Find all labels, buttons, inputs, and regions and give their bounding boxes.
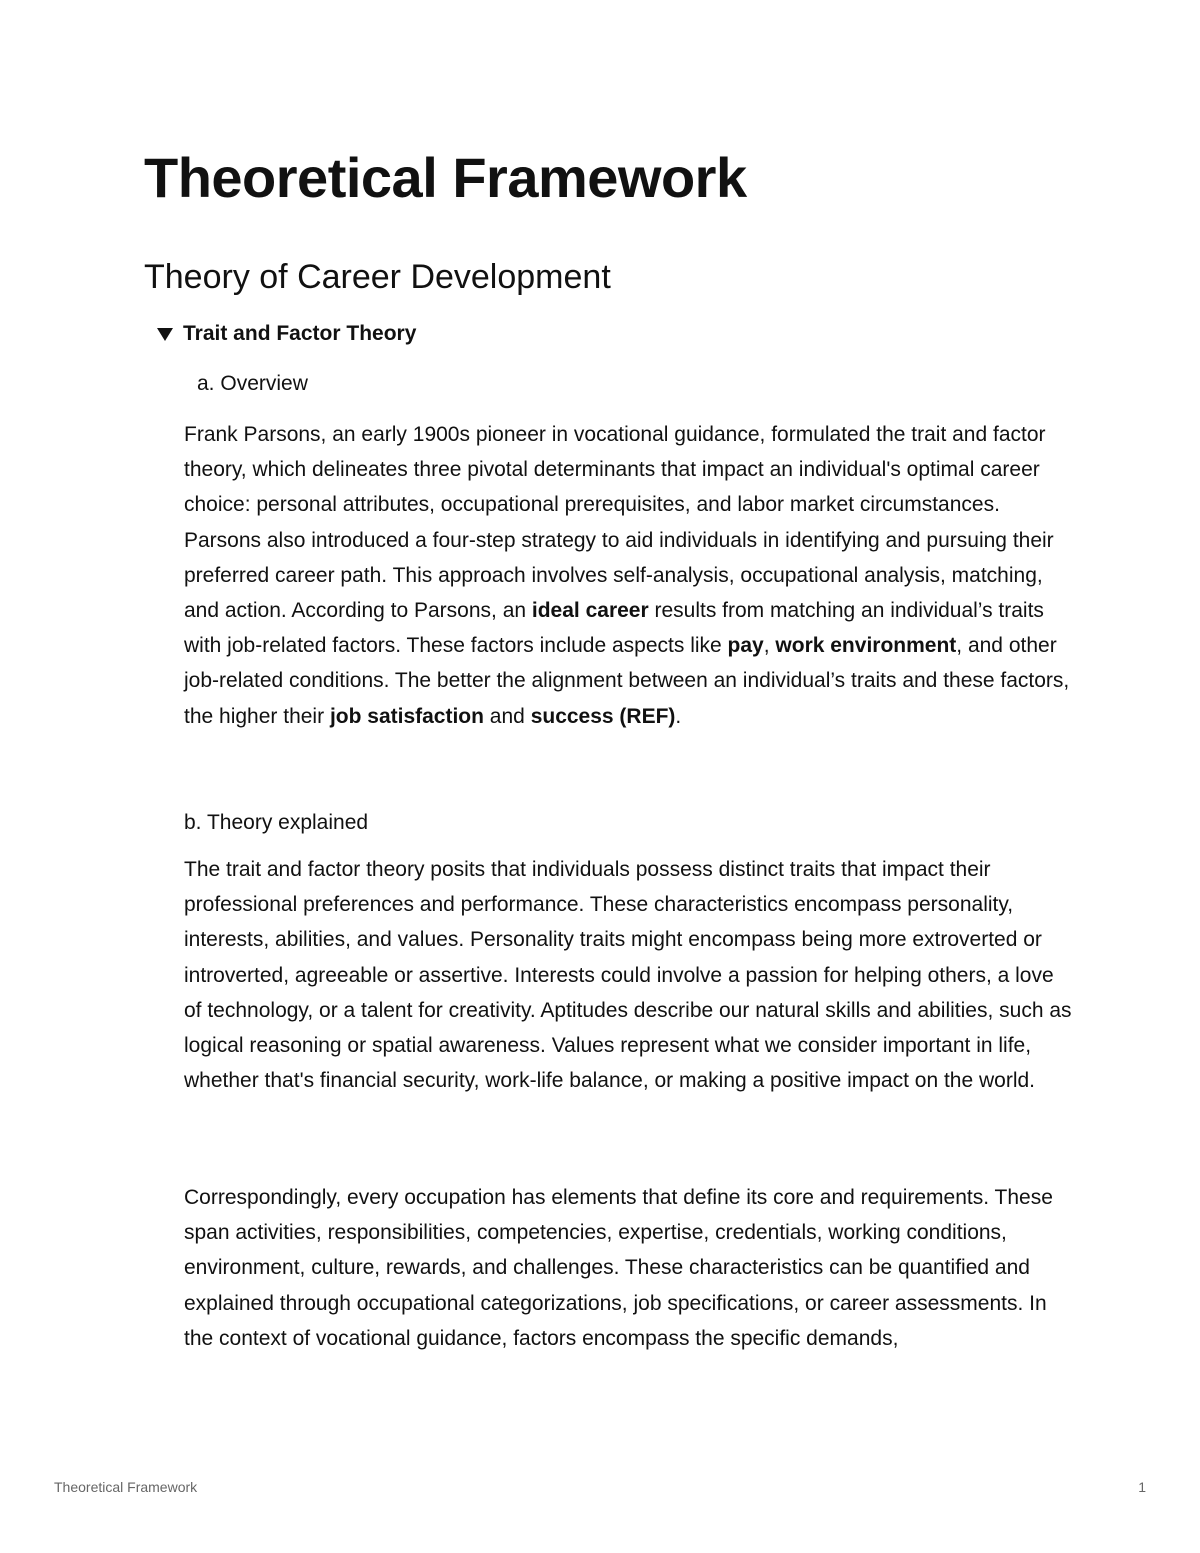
paragraph-text: Frank Parsons, an early 1900s pioneer in vocational guidance, formulated the trait and factor theory, which delineates three pivotal determinants that impact an individual's optimal career choice: personal attributes, occupational prerequisites, and labor market circumstances. Parsons also introduced a four-step strategy to aid individuals in identifying and pursuing their preferred career path. This approach involves self-analysis, occupational analysis, matching, and action. According to Parsons, an ideal career results from matching an individual’s traits with job-related factors. These factors include aspects like pay, work environment, and other job-related conditions. The better the alignment between an individual’s traits and these factors, the higher their job satisfaction and success (REF).	[184, 423, 1070, 728]
list-label: Overview	[220, 372, 308, 395]
bold-term: ideal career	[531, 599, 649, 623]
bold-term: success (REF)	[530, 704, 676, 728]
toggle-label: Trait and Factor Theory	[183, 322, 417, 345]
overview-paragraph	[184, 417, 1074, 734]
page-number: 1	[1138, 1479, 1146, 1495]
paragraph-text: Correspondingly, every occupation has elements that define its core and requirements. These span activities, responsibilities, competencies, expertise, credentials, working conditions, environment, culture, rewards, and challenges. These characteristics can be quantified and explained through occupational categorizations, job specifications, or career assessments. In the context of vocational guidance, factors encompass the specific demands,	[184, 1186, 1053, 1350]
list-marker: a.	[197, 372, 215, 395]
footer-title: Theoretical Framework	[54, 1479, 198, 1495]
occupation-paragraph	[184, 1180, 1074, 1356]
bold-term: pay	[727, 634, 764, 658]
toggle-trait-and-factor-theory[interactable]	[156, 318, 416, 350]
paragraph-text: The trait and factor theory posits that individuals possess distinct traits that impact their professional preferences and performance. These characteristics encompass personality, interests, abilities, and values. Personality traits might encompass being more extroverted or introverted, agreeable or assertive. Interests could involve a passion for helping others, a love of technology, or a talent for creativity. Aptitudes describe our natural skills and abilities, such as logical reasoning or spatial awareness. Values represent what we consider important in life, whether that's financial security, work-life balance, or making a positive impact on the world.	[184, 858, 1072, 1093]
bold-term: work environment	[775, 634, 957, 658]
list-item-theory-explained: b. Theory explained	[184, 811, 369, 834]
list-item-overview	[197, 366, 308, 401]
bold-term: job satisfaction	[329, 704, 484, 728]
section-heading: Theory of Career Development	[144, 258, 611, 296]
triangle-down-icon[interactable]	[156, 326, 174, 342]
page-title: Theoretical Framework	[144, 146, 747, 209]
theory-paragraph	[184, 852, 1074, 1098]
